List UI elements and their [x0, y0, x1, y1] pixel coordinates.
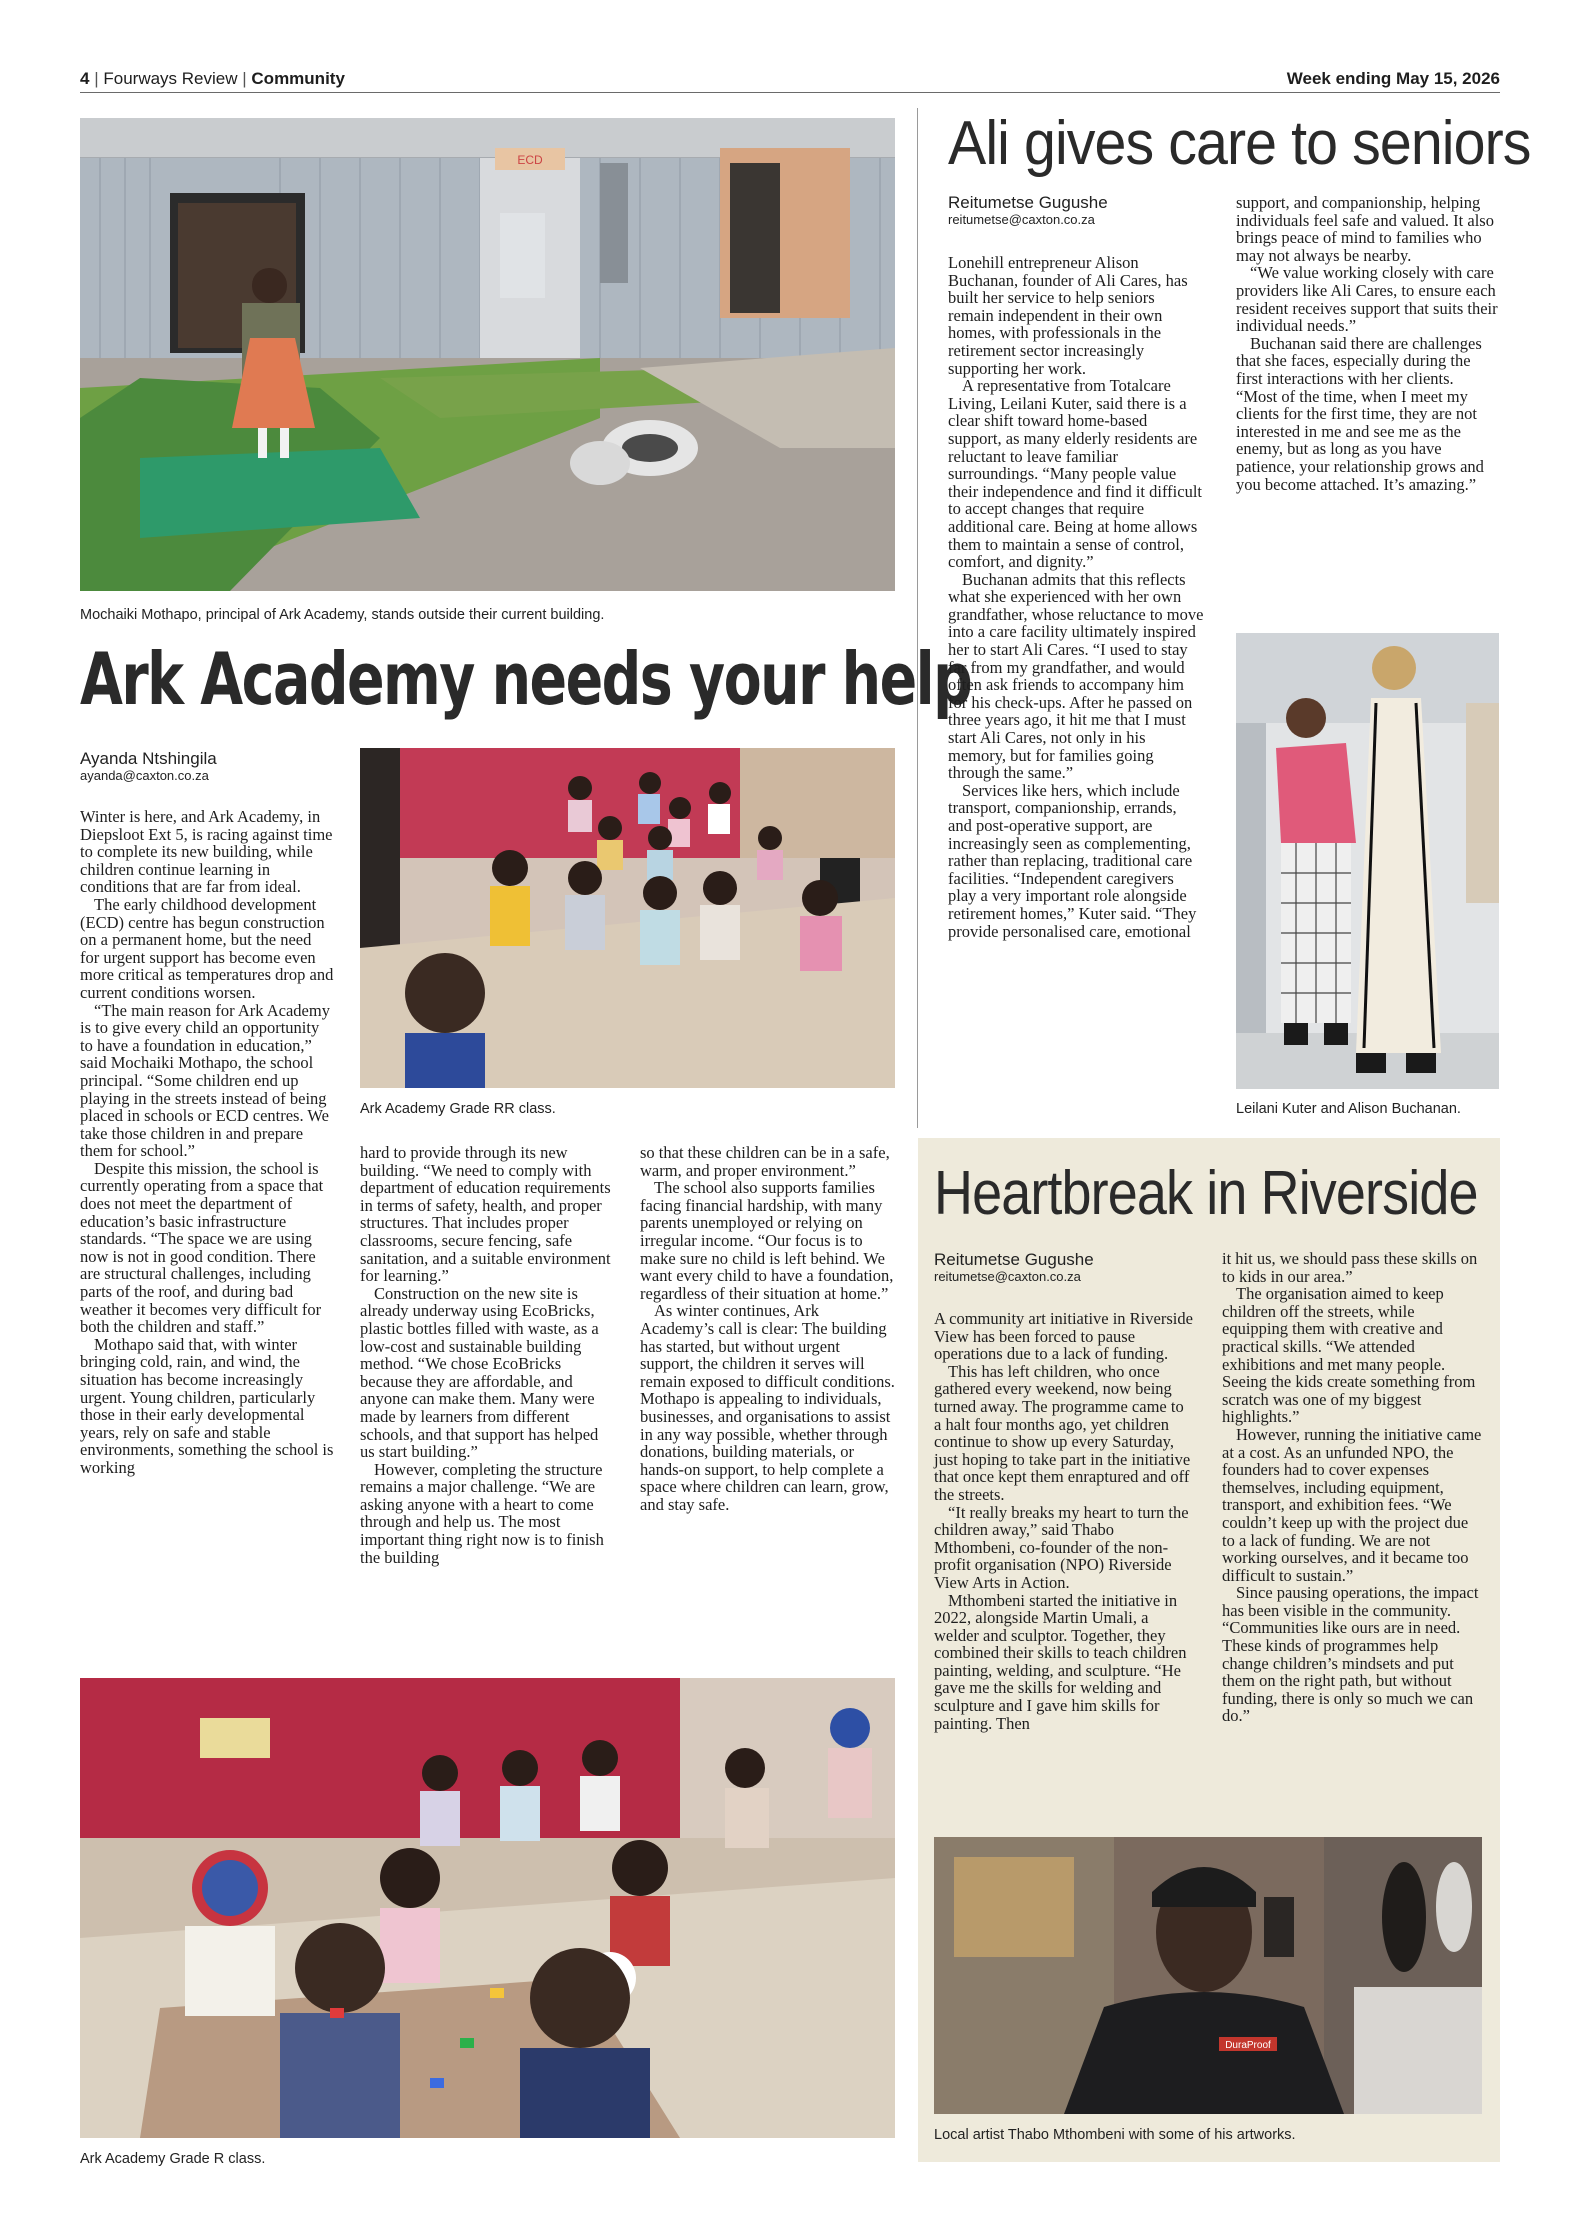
ark-headline: Ark Academy needs your help [80, 637, 972, 721]
column-divider [917, 108, 918, 1128]
ali-body-col1 [948, 254, 1204, 940]
mthombeni-caption: Local artist Thabo Mthombeni with some of his artworks. [934, 2127, 1296, 2143]
riverside-body-col2 [1222, 1250, 1484, 1725]
ark-byline-email: ayanda@caxton.co.za [80, 768, 209, 783]
paragraph: Mthombeni started the initiative in 2022, alongside Martin Umali, a welder and sculptor. Together, they combined their skills to teach children painting, welding, and sculpture. “He gave me the skills for welding and sculpture and I gave him skills for painting. Then [934, 1590, 1187, 1733]
page-header [80, 69, 1500, 91]
paragraph: “We value working closely with care providers like Ali Cares, to ensure each resident receives support that suits their individual needs.” [1236, 263, 1498, 336]
paragraph: support, and companionship, helping individuals feel safe and valued. It also brings peace of mind to families who may not always be nearby. [1236, 193, 1494, 265]
grade-r-class-photo [80, 1678, 895, 2138]
grade-rr-caption: Ark Academy Grade RR class. [360, 1101, 556, 1117]
paragraph: Services like hers, which include transport, companionship, errands, and post-operative support, are increasingly seen as complementing, rather than replacing, traditional care facilities. “Independent caregivers play a very important role alongside retirement homes,” Kuter said. “They provide personalised care, emotional [948, 780, 1197, 941]
paragraph: A representative from Totalcare Living, Leilani Kuter, said there is a clear shift toward home-based support, as many elderly residents are reluctant to leave familiar surroundings. “Many people value their independence and find it difficult to accept changes that require additional care. Being at home allows them to maintain a sense of control, comfort, and dignity.” [948, 376, 1202, 572]
kuter-figure [1276, 698, 1356, 1045]
paragraph: Mothapo said that, with winter bringing cold, rain, and wind, the situation has become increasingly urgent. Young children, particularly those in their early developmental years, rely on safe and stable environments, something the school is working [80, 1334, 334, 1477]
paragraph: The early childhood development (ECD) centre has begun construction on a permanent home, but the need for urgent support has become even more critical as temperatures drop and current conditions worsen. [80, 894, 334, 1002]
riverside-byline-email: reitumetse@caxton.co.za [934, 1269, 1081, 1284]
section-name: Community [251, 69, 345, 88]
paragraph: Buchanan admits that this reflects what she experienced with her own grandfather, whose reluctance to move into a care facility ultimately inspired her to start Ali Cares. “I used to stay far from my grandfather, and would often ask friends to accompany him for his check-ups. After he passed on three years ago, it hit me that I must start Ali Cares, not only in his memory, but for families going through the same.” [948, 569, 1204, 783]
ark-body-col2 [360, 1144, 613, 1566]
jacket-logo: DuraProof [1225, 2040, 1271, 2051]
publication-name: Fourways Review [103, 69, 238, 88]
riverside-body-col1 [934, 1310, 1194, 1732]
page-number: 4 [80, 69, 90, 88]
issue-date: Week ending May 15, 2026 [1286, 69, 1500, 88]
grade-r-caption: Ark Academy Grade R class. [80, 2151, 266, 2167]
paragraph: However, running the initiative came at a cost. As an unfunded NPO, the founders had to cover expenses themselves, including equipment, transport, and exhibition fees. “We couldn’t keep up with the project due to a lack of funding. We are not working ourselves, and it became too difficult to sustain.” [1222, 1424, 1482, 1585]
ecd-sign: ECD [517, 153, 543, 167]
paragraph: The organisation aimed to keep children off the streets, while equipping them with creative and practical skills. “We attended exhibitions and met many people. Seeing the kids create something from scratch was one of my biggest highlights.” [1222, 1284, 1476, 1427]
ark-byline-name: Ayanda Ntshingila [80, 749, 217, 768]
paragraph: Winter is here, and Ark Academy, in Diepsloot Ext 5, is racing against time to complete its new building, while children continue learning in conditions that are far from ideal. [80, 807, 333, 897]
ark-body-col1 [80, 808, 334, 1477]
principal-photo-caption: Mochaiki Mothapo, principal of Ark Academy, stands outside their current building. [80, 607, 605, 623]
paragraph: Buchanan said there are challenges that she faces, especially during the first interactions with her clients. “Most of the time, when I meet my clients for the first time, they are not interested in me and see me as the enemy, but as long as you have patience, your relationship grows and you become attached. It’s amazing.” [1236, 333, 1484, 494]
ali-body-col2 [1236, 194, 1498, 493]
kuter-buchanan-photo [1236, 633, 1499, 1089]
ali-byline-name: Reitumetse Gugushe [948, 193, 1108, 212]
paragraph: it hit us, we should pass these skills on to kids in our area.” [1222, 1249, 1478, 1286]
ali-headline: Ali gives care to seniors [948, 109, 1531, 178]
mthombeni-photo [934, 1837, 1482, 2114]
paragraph: However, completing the structure remains a major challenge. “We are asking anyone with a heart to come through and help us. The most important thing right now is to finish the building [360, 1459, 604, 1567]
paragraph: “It really breaks my heart to turn the children away,” said Thabo Mthombeni, co-founder of the non-profit organisation (NPO) Riverside View Arts in Action. [934, 1502, 1189, 1592]
paragraph: so that these children can be in a safe, warm, and proper environment.” [640, 1143, 890, 1180]
header-rule [80, 92, 1500, 93]
paragraph: A community art initiative in Riverside View has been forced to pause operations due to a lack of funding. [934, 1309, 1193, 1364]
header-separator: | [242, 69, 247, 88]
paragraph: “The main reason for Ark Academy is to give every child an opportunity to have a foundation in education,” said Mochaiki Mothapo, the school principal. “Some children end up playing in the streets instead of being placed in schools or ECD centres. We take those children in and prepare them for school.” [80, 1000, 330, 1161]
riverside-headline: Heartbreak in Riverside [934, 1159, 1478, 1228]
paragraph: Construction on the new site is already underway using EcoBricks, plastic bottles filled with waste, as a low-cost and sustainable building method. “We chose EcoBricks because they are affordable, and anyone can make them. Many were made by learners from different schools, and that support has helped us start building.” [360, 1283, 599, 1462]
principal-photo [80, 118, 895, 591]
grade-rr-class-photo [360, 748, 895, 1088]
paragraph: Lonehill entrepreneur Alison Buchanan, founder of Ali Cares, has built her service to help seniors remain independent in their own homes, with professionals in the retirement sector increasingly supporting her work. [948, 253, 1188, 378]
paragraph: This has left children, who once gathered every weekend, now being turned away. The programme came to a halt four months ago, yet children continue to show up every Saturday, just hoping to take part in the initiative that once kept them enraptured and off the streets. [934, 1361, 1191, 1504]
kuter-buchanan-caption: Leilani Kuter and Alison Buchanan. [1236, 1101, 1461, 1117]
paragraph: As winter continues, Ark Academy’s call is clear: The building has started, but without urgent support, the children it serves will remain exposed to difficult conditions. Mothapo is appealing to individuals, businesses, and organisations to assist in any way possible, whether through donations, building materials, or hands-on support, to help complete a space where children can learn, grow, and stay safe. [640, 1301, 895, 1514]
paragraph: Despite this mission, the school is currently operating from a space that does not meet the department of education’s basic infrastructure standards. “The space we are using now is not in good condition. There are structural challenges, including parts of the roof, and during bad weather it becomes very difficult for both the children and staff.” [80, 1158, 324, 1337]
header-separator: | [94, 69, 99, 88]
ark-body-col3 [640, 1144, 895, 1513]
paragraph: Since pausing operations, the impact has been visible in the community. “Communities like ours are in need. These kinds of programmes help change children’s mindsets and put them on the right path, but without funding, there is only so much we can do.” [1222, 1583, 1479, 1726]
ali-byline-email: reitumetse@caxton.co.za [948, 212, 1095, 227]
riverside-byline-name: Reitumetse Gugushe [934, 1250, 1094, 1269]
paragraph: hard to provide through its new building. “We need to comply with department of education requirements in terms of safety, health, and proper structures. That includes proper classrooms, secure fencing, safe sanitation, and a suitable environment for learning.” [360, 1143, 611, 1286]
paragraph: The school also supports families facing financial hardship, with many parents unemployed or relying on irregular income. “Our focus is to make sure no child is left behind. We want every child to have a foundation, regardless of their situation at home.” [640, 1178, 894, 1303]
